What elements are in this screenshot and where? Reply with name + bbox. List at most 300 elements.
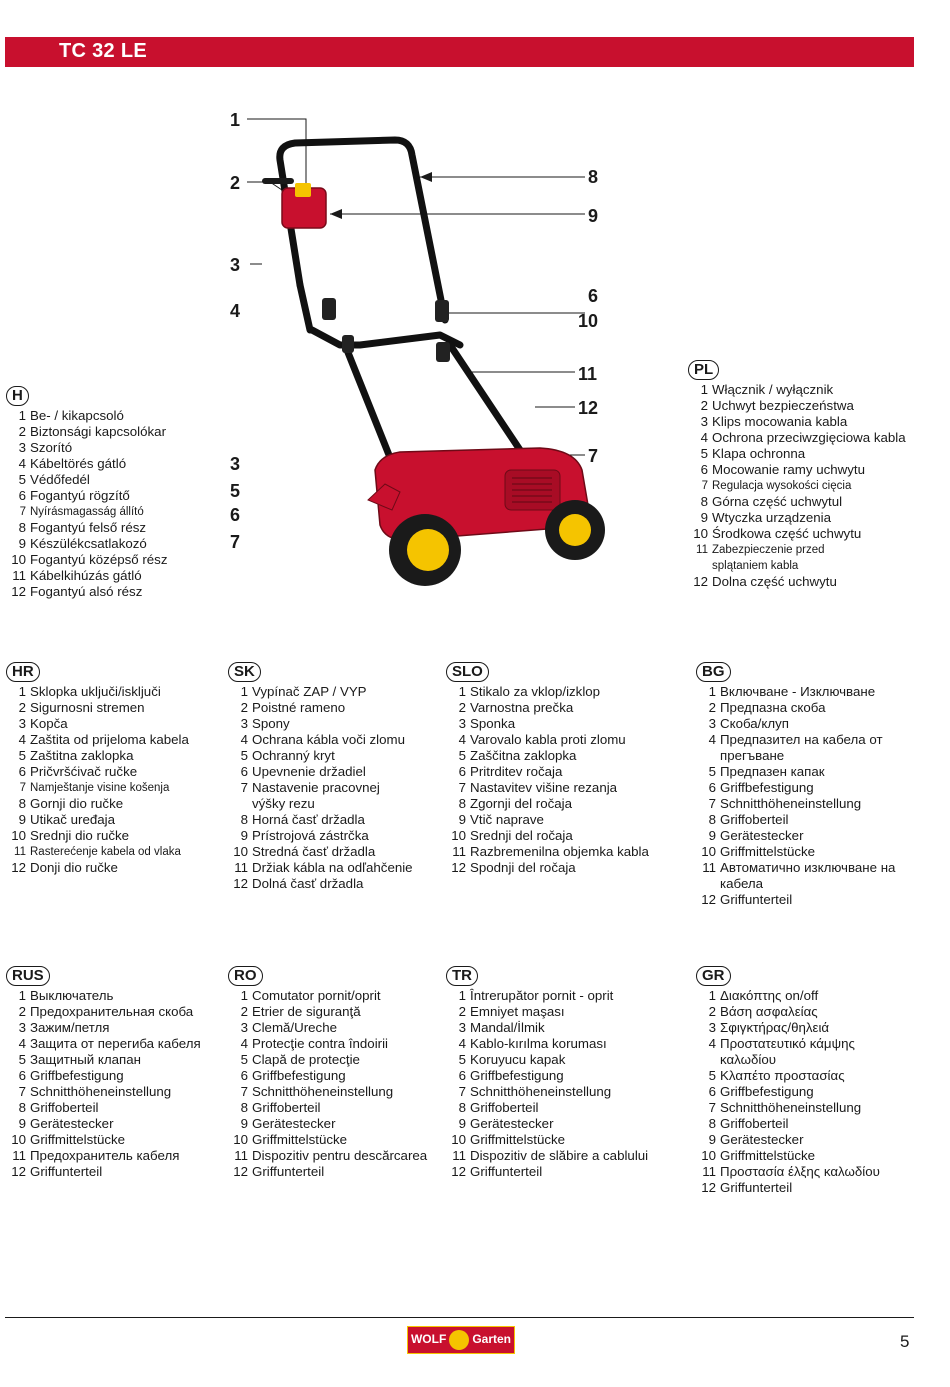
item-label: Κλαπέτο προστασίας (720, 1068, 845, 1083)
list-item (228, 1164, 427, 1180)
item-number: 7 (240, 780, 248, 795)
logo-text-left: WOLF (410, 1332, 447, 1346)
item-label: Koruyucu kapak (470, 1052, 566, 1067)
list-item (228, 812, 413, 828)
switch-box (262, 178, 326, 228)
item-number: 7 (458, 780, 466, 795)
list-item (688, 398, 906, 414)
item-label: Biztonsági kapcsolókar (30, 424, 166, 439)
item-label: Nyírásmagasság állító (30, 506, 144, 518)
item-number: 4 (458, 1036, 466, 1051)
callout-2: 2 (230, 173, 241, 193)
item-label: Griffmittelstücke (720, 844, 816, 859)
list-item (6, 812, 189, 828)
callout-7-lower: 7 (230, 532, 241, 552)
item-label: Griffmittelstücke (720, 1148, 816, 1163)
item-label: Regulacja wysokości cięcia (712, 480, 852, 492)
item-label: Kábeltörés gátló (30, 456, 127, 471)
list-item (446, 684, 649, 700)
list-item (6, 764, 189, 780)
item-label: Schnitthöheneinstellung (720, 796, 862, 811)
item-label: Fogantyú alsó rész (30, 584, 143, 599)
item-label: Zgornji del ročaja (470, 796, 572, 811)
item-label: Предпазен капак (720, 764, 825, 779)
item-number: 4 (708, 732, 716, 747)
list-item (6, 440, 167, 456)
item-label: Schnitthöheneinstellung (470, 1084, 612, 1099)
item-label: Griffbefestigung (30, 1068, 124, 1083)
item-number: 1 (240, 684, 248, 699)
item-number: 6 (18, 488, 26, 503)
item-number: 1 (240, 988, 248, 1003)
item-label: Предохранитель кабеля (30, 1148, 180, 1163)
item-label: Включване - Изключване (720, 684, 876, 699)
list-item (228, 1068, 427, 1084)
parts-list (6, 988, 201, 1180)
parts-list (446, 684, 649, 876)
item-label: Ochrana kábla voči zlomu (252, 732, 405, 747)
lang-tag: TR (446, 966, 478, 986)
list-item (6, 1132, 201, 1148)
item-label: Griffoberteil (720, 812, 789, 827)
item-label: Mocowanie ramy uchwytu (712, 462, 865, 477)
item-number: 11 (452, 844, 466, 859)
item-label: Clapă de protecţie (252, 1052, 360, 1067)
item-number: 8 (700, 494, 708, 509)
item-number: 11 (234, 860, 248, 875)
item-label: Griffunterteil (720, 892, 793, 907)
parts-list (696, 684, 895, 908)
item-number: 8 (708, 1116, 716, 1131)
list-item (6, 684, 189, 700)
item-number: 2 (708, 700, 716, 715)
item-label-continued: splątaniem kabla (712, 560, 799, 572)
list-item (688, 382, 906, 398)
item-number: 3 (458, 1020, 466, 1035)
list-item (696, 844, 895, 860)
item-label: Védőfedél (30, 472, 90, 487)
item-label: Włącznik / wyłącznik (712, 382, 834, 397)
list-item (446, 764, 649, 780)
item-number: 5 (700, 446, 708, 461)
item-label: Griffunterteil (720, 1180, 793, 1195)
item-number: 11 (234, 1148, 248, 1163)
list-item (6, 424, 167, 440)
item-number: 2 (18, 700, 26, 715)
callout-9: 9 (588, 206, 599, 226)
list-item (228, 780, 413, 812)
list-item (688, 478, 906, 494)
list-item (228, 844, 413, 860)
list-item (696, 1004, 880, 1020)
item-number: 9 (708, 828, 716, 843)
item-label: Предпазител на кабела от (720, 732, 883, 747)
item-number: 1 (18, 684, 26, 699)
list-item (6, 456, 167, 472)
item-number: 2 (708, 1004, 716, 1019)
lang-block-pl (688, 360, 906, 590)
callout-6: 6 (588, 286, 599, 306)
callout-4: 4 (230, 301, 241, 321)
item-number: 11 (452, 1148, 466, 1163)
list-item (6, 1116, 201, 1132)
item-number: 10 (693, 526, 708, 541)
list-item (6, 1084, 201, 1100)
item-number: 8 (18, 1100, 26, 1115)
item-number: 10 (233, 844, 248, 859)
item-label-continued: καλωδίου (720, 1052, 777, 1067)
item-label: Środkowa część uchwytu (712, 526, 862, 541)
item-number: 9 (700, 510, 708, 525)
list-item (228, 1020, 427, 1036)
list-item (446, 844, 649, 860)
item-label: Schnitthöheneinstellung (30, 1084, 172, 1099)
item-number: 5 (458, 748, 466, 763)
item-number: 7 (18, 1084, 26, 1099)
item-label: Poistné rameno (252, 700, 346, 715)
parts-list (446, 988, 648, 1180)
item-number: 11 (702, 860, 716, 875)
callout-11: 11 (578, 364, 598, 384)
item-number: 12 (11, 584, 26, 599)
wolf-garten-logo (407, 1326, 515, 1354)
item-label: Rasterećenje kabela od vlaka (30, 846, 181, 858)
item-number: 3 (708, 716, 716, 731)
item-number: 2 (18, 1004, 26, 1019)
list-item (446, 1132, 648, 1148)
item-label: Fogantyú felső rész (30, 520, 147, 535)
list-item (696, 1116, 880, 1132)
item-number: 4 (18, 1036, 26, 1051)
list-item (228, 860, 413, 876)
item-number: 1 (18, 408, 26, 423)
arrow-icon (330, 209, 342, 219)
item-label: Stikalo za vklop/izklop (470, 684, 601, 699)
list-item (6, 520, 167, 536)
list-item (688, 574, 906, 590)
item-label: Скоба/клуп (720, 716, 789, 731)
item-label: Razbremenilna objemka kabla (470, 844, 649, 859)
item-label: Griffbefestigung (470, 1068, 564, 1083)
list-item (6, 552, 167, 568)
list-item (6, 1004, 201, 1020)
item-label: Comutator pornit/oprit (252, 988, 381, 1003)
item-label: Προστασία έλξης καλωδίου (720, 1164, 880, 1179)
item-label-continued: кабела (720, 876, 764, 891)
list-item (696, 1132, 880, 1148)
item-label: Mandal/İlmik (470, 1020, 545, 1035)
item-number: 1 (458, 988, 466, 1003)
item-number: 7 (708, 796, 716, 811)
item-label: Wtyczka urządzenia (712, 510, 831, 525)
list-item (6, 780, 189, 796)
item-number: 9 (708, 1132, 716, 1147)
item-number: 12 (701, 1180, 716, 1195)
item-number: 10 (233, 1132, 248, 1147)
item-number: 7 (458, 1084, 466, 1099)
item-label: Nastavitev višine rezanja (470, 780, 618, 795)
item-number: 8 (18, 796, 26, 811)
item-number: 1 (458, 684, 466, 699)
item-number: 10 (701, 1148, 716, 1163)
item-number: 5 (708, 764, 716, 779)
item-label: Upevnenie držadiel (252, 764, 366, 779)
item-label: Griffunterteil (470, 1164, 543, 1179)
lang-tag: RO (228, 966, 263, 986)
item-label: Prístrojová zástrčka (252, 828, 369, 843)
item-label: Kablo-kırılma koruması (470, 1036, 607, 1051)
item-number: 6 (708, 780, 716, 795)
list-item (696, 1020, 880, 1036)
item-label: Varnostna prečka (470, 700, 574, 715)
item-label: Stredná časť držadla (252, 844, 376, 859)
arrow-icon (420, 172, 432, 182)
item-number: 6 (240, 1068, 248, 1083)
item-label: Griffbefestigung (720, 780, 814, 795)
item-label: Dispozitiv pentru descărcarea (252, 1148, 428, 1163)
item-label: Σφιγκτήρας/θηλειά (720, 1020, 830, 1035)
item-label: Horná časť držadla (252, 812, 365, 827)
lang-block-sk (228, 662, 413, 892)
item-number: 10 (451, 828, 466, 843)
list-item (228, 700, 413, 716)
list-item (446, 1084, 648, 1100)
item-number: 4 (458, 732, 466, 747)
item-label: Ochranný kryt (252, 748, 335, 763)
lang-tag: SK (228, 662, 261, 682)
list-item (446, 1036, 648, 1052)
item-label: Gerätestecker (720, 1132, 804, 1147)
item-label: Автоматично изключване на (720, 860, 896, 875)
item-label: Gerätestecker (720, 828, 804, 843)
parts-list (228, 988, 427, 1180)
list-item (228, 1036, 427, 1052)
item-label: Întrerupător pornit - oprit (470, 988, 614, 1003)
item-label: Sponka (470, 716, 516, 731)
parts-list (6, 408, 167, 600)
list-item (696, 1036, 880, 1068)
list-item (446, 748, 649, 764)
lang-block-slo (446, 662, 649, 876)
item-number: 11 (14, 846, 26, 858)
item-number: 12 (11, 1164, 26, 1179)
list-item (6, 488, 167, 504)
item-number: 5 (18, 748, 26, 763)
item-label: Pritrditev ročaja (470, 764, 563, 779)
lang-tag: PL (688, 360, 719, 380)
item-label: Emniyet maşası (470, 1004, 565, 1019)
list-item (696, 988, 880, 1004)
list-item (6, 1148, 201, 1164)
item-label: Zaštitna zaklopka (30, 748, 134, 763)
item-label: Etrier de siguranţă (252, 1004, 361, 1019)
item-label: Защита от перегиба кабеля (30, 1036, 201, 1051)
list-item (6, 828, 189, 844)
list-item (696, 684, 895, 700)
list-item (6, 748, 189, 764)
footer-divider (5, 1317, 914, 1318)
list-item (228, 1052, 427, 1068)
item-number: 11 (702, 1164, 716, 1179)
item-number: 3 (18, 440, 26, 455)
list-item (228, 1084, 427, 1100)
item-number: 11 (696, 544, 708, 556)
item-label: Schnitthöheneinstellung (720, 1100, 862, 1115)
lang-tag: HR (6, 662, 40, 682)
item-label: Предохранительная скоба (30, 1004, 194, 1019)
item-number: 11 (12, 568, 26, 583)
item-number: 3 (240, 716, 248, 731)
item-label: Griffunterteil (30, 1164, 103, 1179)
item-number: 9 (18, 1116, 26, 1131)
lang-tag: SLO (446, 662, 489, 682)
list-item (6, 504, 167, 520)
item-label: Zaščitna zaklopka (470, 748, 577, 763)
item-number: 9 (458, 812, 466, 827)
list-item (696, 1100, 880, 1116)
handle-clamps (322, 298, 450, 362)
list-item (446, 1116, 648, 1132)
item-number: 6 (18, 764, 26, 779)
item-label: Sigurnosni stremen (30, 700, 145, 715)
item-number: 8 (708, 812, 716, 827)
item-label-continued: прегъване (720, 748, 785, 763)
item-number: 6 (18, 1068, 26, 1083)
list-item (446, 1052, 648, 1068)
list-item (228, 1132, 427, 1148)
item-label: Zaštita od prijeloma kabela (30, 732, 189, 747)
list-item (446, 860, 649, 876)
list-item (446, 1004, 648, 1020)
item-number: 1 (700, 382, 708, 397)
item-number: 7 (708, 1100, 716, 1115)
item-label: Выключатель (30, 988, 114, 1003)
item-label: Srednji del ročaja (470, 828, 573, 843)
list-item (228, 684, 413, 700)
list-item (228, 764, 413, 780)
list-item (696, 1068, 880, 1084)
list-item (688, 430, 906, 446)
item-number: 2 (458, 1004, 466, 1019)
item-label: Dolná časť držadla (252, 876, 364, 891)
item-label: Vypínač ZAP / VYP (252, 684, 367, 699)
list-item (6, 796, 189, 812)
list-item (6, 1164, 201, 1180)
item-number: 5 (240, 1052, 248, 1067)
item-number: 2 (700, 398, 708, 413)
item-label: Klips mocowania kabla (712, 414, 848, 429)
item-label: Griffmittelstücke (30, 1132, 126, 1147)
item-label: Dolna część uchwytu (712, 574, 837, 589)
list-item (696, 1180, 880, 1196)
item-number: 6 (458, 764, 466, 779)
callout-8: 8 (588, 167, 599, 187)
list-item (696, 812, 895, 828)
item-number: 2 (18, 424, 26, 439)
item-number: 7 (240, 1084, 248, 1099)
item-number: 4 (18, 732, 26, 747)
callout-5: 5 (230, 481, 241, 501)
list-item (6, 1068, 201, 1084)
list-item (446, 1020, 648, 1036)
list-item (6, 408, 167, 424)
parts-list (696, 988, 880, 1196)
list-item (6, 1052, 201, 1068)
list-item (688, 526, 906, 542)
item-label: Vtič naprave (470, 812, 544, 827)
item-number: 10 (11, 828, 26, 843)
item-label: Griffmittelstücke (252, 1132, 348, 1147)
item-number: 12 (693, 574, 708, 589)
lang-tag: BG (696, 662, 731, 682)
item-number: 6 (240, 764, 248, 779)
list-item (696, 1148, 880, 1164)
item-number: 2 (240, 700, 248, 715)
item-label: Βάση ασφαλείας (720, 1004, 818, 1019)
parts-list (6, 684, 189, 876)
item-number: 3 (240, 1020, 248, 1035)
item-label: Ochrona przeciwzgięciowa kabla (712, 430, 906, 445)
item-number: 8 (240, 1100, 248, 1115)
list-item (6, 472, 167, 488)
item-number: 5 (18, 1052, 26, 1067)
list-item (6, 1100, 201, 1116)
item-label: Gornji dio ručke (30, 796, 124, 811)
item-label: Górna część uchwytul (712, 494, 843, 509)
list-item (6, 584, 167, 600)
item-label: Dispozitiv de slăbire a cablului (470, 1148, 649, 1163)
item-label: Klapa ochronna (712, 446, 806, 461)
list-item (696, 764, 895, 780)
item-number: 7 (701, 480, 708, 492)
list-item (696, 1084, 880, 1100)
item-label: Προστατευτικό κάμψης (720, 1036, 855, 1051)
callout-1: 1 (230, 110, 241, 130)
wheel-rear (545, 500, 605, 560)
item-label: Uchwyt bezpieczeństwa (712, 398, 854, 413)
list-item (228, 828, 413, 844)
item-number: 9 (18, 812, 26, 827)
callout-3: 3 (230, 255, 241, 275)
item-number: 12 (451, 1164, 466, 1179)
item-number: 5 (458, 1052, 466, 1067)
list-item (688, 510, 906, 526)
page-title: TC 32 LE (59, 40, 147, 62)
item-number: 12 (233, 876, 248, 891)
item-label: Предпазна скоба (720, 700, 826, 715)
lang-block-h (6, 386, 167, 600)
list-item (446, 1164, 648, 1180)
item-number: 5 (708, 1068, 716, 1083)
list-item (6, 860, 189, 876)
item-label: Griffoberteil (252, 1100, 321, 1115)
list-item (228, 716, 413, 732)
lang-block-ro (228, 966, 427, 1180)
item-label: Kábelkihúzás gátló (30, 568, 142, 583)
item-number: 2 (458, 700, 466, 715)
list-item (446, 1148, 648, 1164)
item-label: Griffmittelstücke (470, 1132, 566, 1147)
item-label: Защитный клапан (30, 1052, 141, 1067)
list-item (696, 1164, 880, 1180)
item-label: Be- / kikapcsoló (30, 408, 124, 423)
item-number: 8 (458, 796, 466, 811)
lang-tag: RUS (6, 966, 50, 986)
item-label: Zabezpieczenie przed (712, 544, 825, 556)
list-item (228, 988, 427, 1004)
callout-7: 7 (588, 446, 599, 466)
item-number: 8 (458, 1100, 466, 1115)
